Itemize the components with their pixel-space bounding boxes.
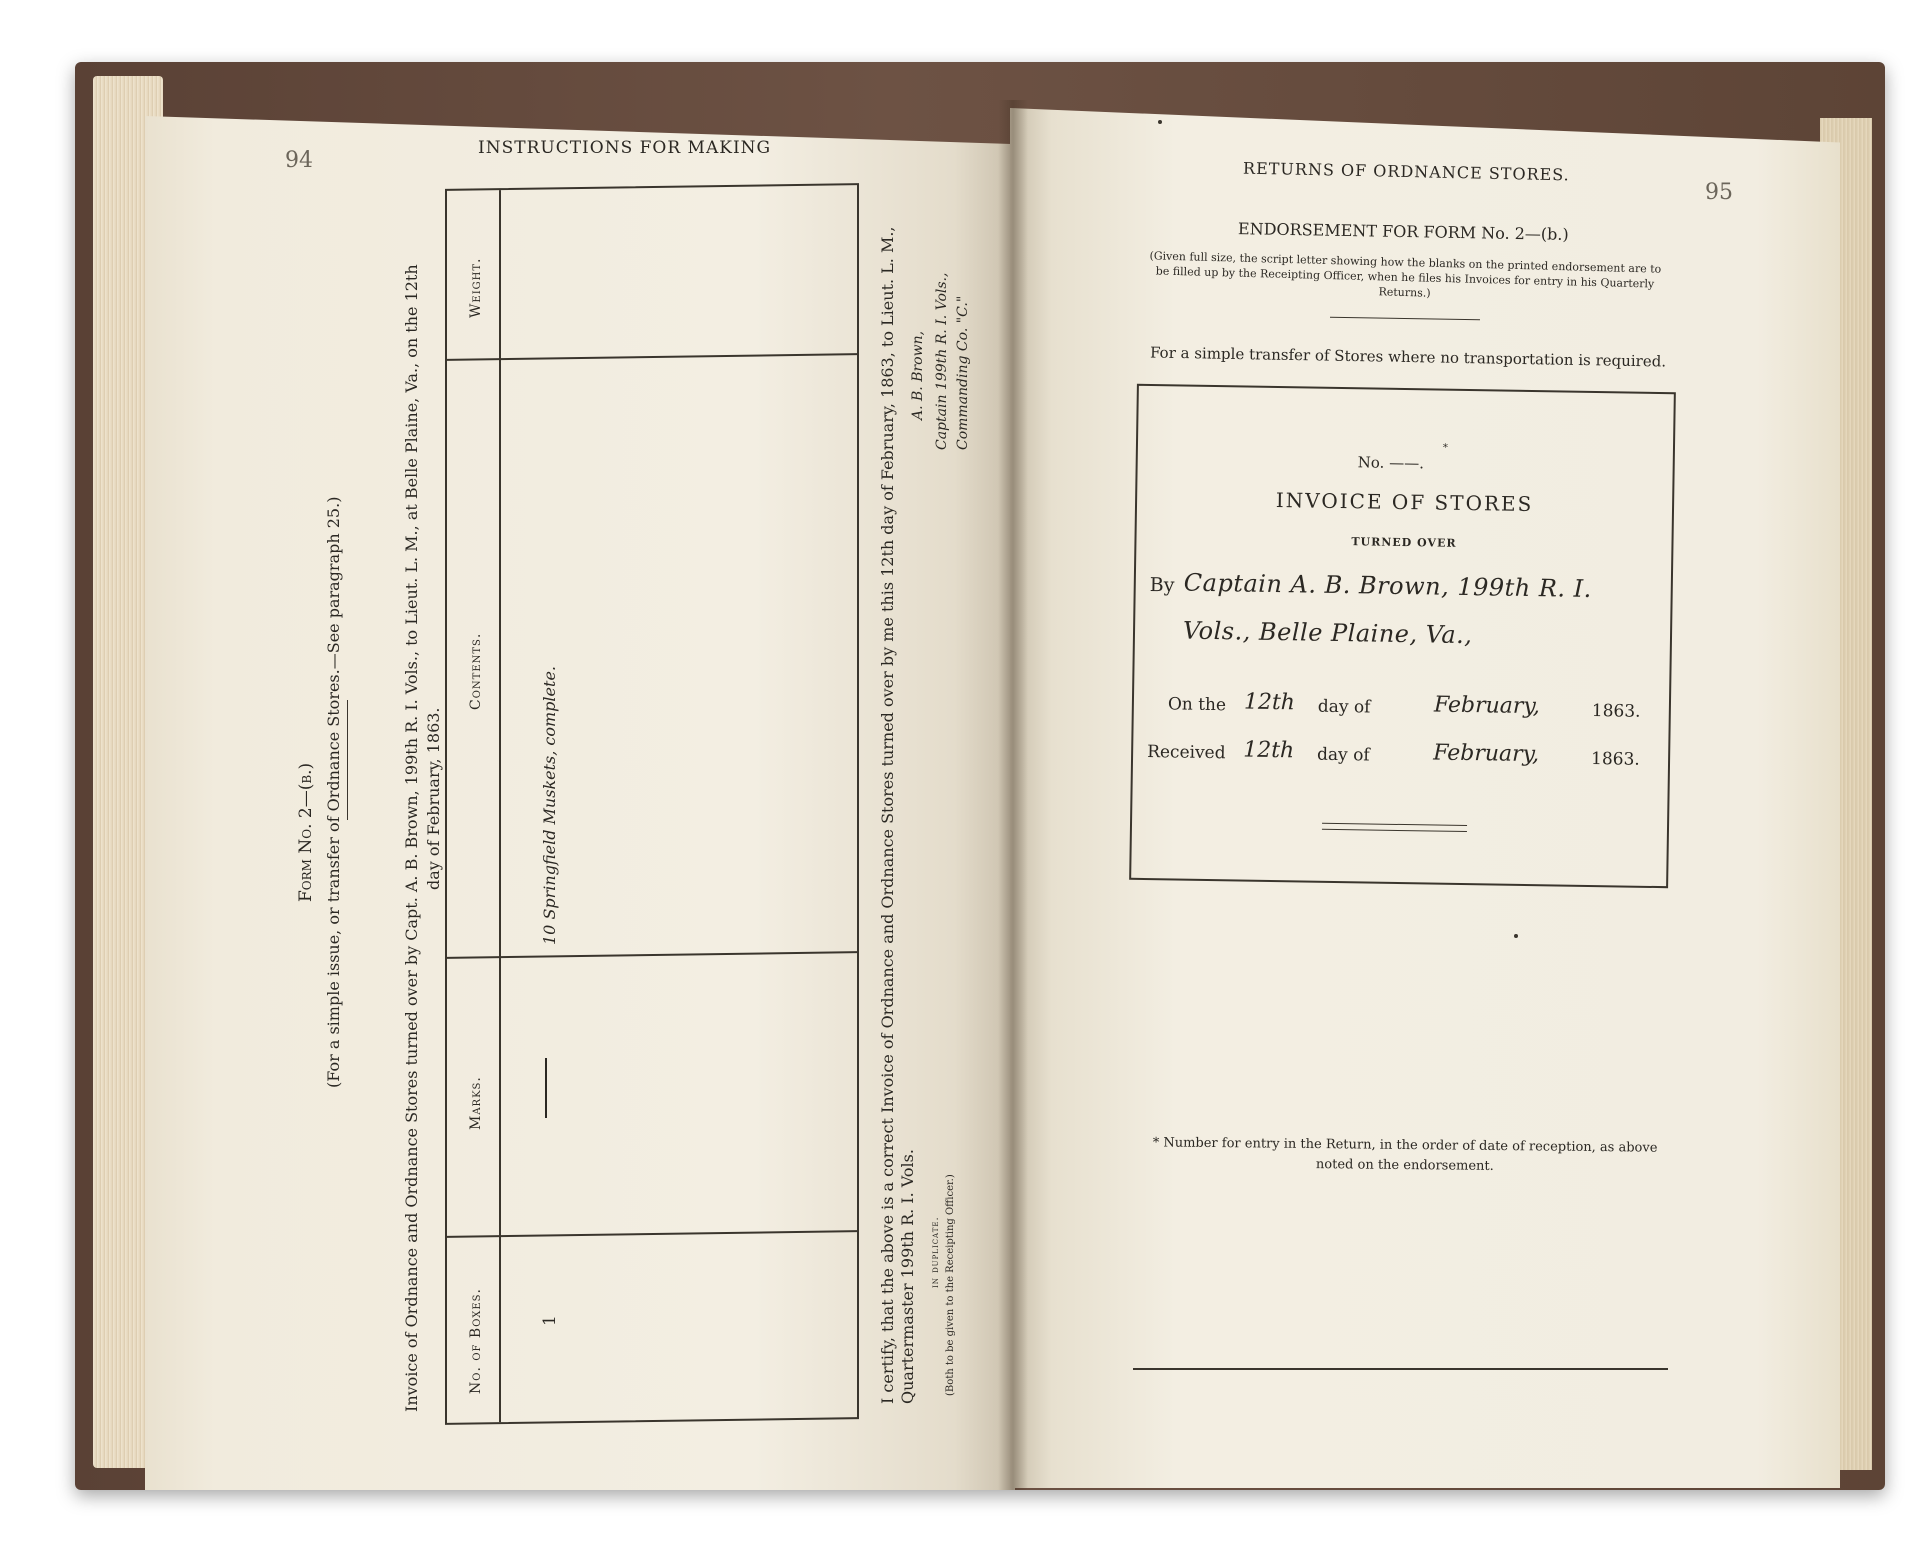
on-day-of: day of (1317, 696, 1371, 718)
cell-marks-dash (545, 1058, 547, 1118)
received-label: Received (1146, 742, 1226, 764)
simple-transfer-note: For a simple transfer of Stores where no transportation is required. (1149, 343, 1667, 371)
book-gutter (998, 100, 1028, 1490)
divider-rule (347, 700, 348, 820)
received-day: 12th (1242, 737, 1295, 764)
by-script-line1: Captain A. B. Brown, 199th R. I. (1183, 568, 1593, 603)
header-no-of-boxes: No. of Boxes. (468, 1288, 484, 1394)
certify-line2: Quartermaster 199th R. I. Vols. (898, 1149, 917, 1404)
on-month: February, (1433, 692, 1541, 720)
page-speck (1158, 120, 1162, 124)
signature-name: A. B. Brown, (910, 330, 926, 420)
invoice-table (445, 183, 859, 1425)
by-script-line2: Vols., Belle Plaine, Va., (1182, 616, 1473, 650)
double-rule (1322, 823, 1467, 832)
cell-contents: 10 Springfield Muskets, complete. (540, 666, 559, 945)
received-day-of: day of (1316, 744, 1370, 766)
page-speck (1514, 934, 1518, 938)
received-year: 1863. (1590, 748, 1640, 770)
column-divider (447, 951, 857, 959)
given-note: (Given full size, the script letter showing how the blanks on the printed endorsement are to be filled up by the Receipting Officer, when he files his Invoices for entry in his Quarterly Returns.) (1149, 249, 1662, 300)
turned-over-label: TURNED OVER (1351, 535, 1457, 550)
left-page-number: 94 (285, 148, 313, 173)
header-contents: Contents. (468, 632, 484, 710)
signature-role: Commanding Co. "C." (955, 295, 971, 450)
right-running-head: RETURNS OF ORDNANCE STORES. (1242, 158, 1570, 185)
bottom-rule (1133, 1368, 1668, 1370)
duplicate-note: (Both to be given to the Receipting Officer.) (945, 1174, 956, 1396)
header-marks: Marks. (468, 1076, 484, 1130)
left-running-head: INSTRUCTIONS FOR MAKING (478, 138, 772, 158)
invoice-heading-line2: day of February, 1863. (424, 707, 443, 890)
signature-rank: Captain 199th R. I. Vols., (934, 272, 950, 450)
footnote: * Number for entry in the Return, in the order of date of reception, as above noted on the endorsement. (1152, 1135, 1658, 1174)
footnote-star: * (1442, 442, 1449, 454)
on-label: On the (1167, 694, 1227, 716)
on-year: 1863. (1591, 700, 1641, 722)
received-month: February, (1432, 740, 1540, 768)
header-weight: Weight. (468, 257, 484, 318)
in-duplicate: in duplicate. (930, 1216, 941, 1288)
column-divider (447, 1230, 857, 1238)
endorsement-title: ENDORSEMENT FOR FORM No. 2—(b.) (1237, 219, 1569, 244)
cell-boxes: 1 (540, 1315, 560, 1326)
endorsement-number: No. ——. (1357, 453, 1425, 473)
column-divider (447, 353, 857, 361)
on-day: 12th (1243, 689, 1296, 716)
right-page-number: 95 (1705, 180, 1733, 205)
by-label: By (1149, 574, 1175, 597)
table-header-divider (499, 190, 501, 1422)
form-subtitle: (For a simple issue, or transfer of Ordnance Stores.—See paragraph 25.) (324, 496, 343, 1088)
invoice-heading-line1: Invoice of Ordnance and Ordnance Stores turned over by Capt. A. B. Brown, 199th R. I. Vols., to Lieut. L. M., at Belle Plaine, Va., on the 12th (402, 264, 421, 1412)
endorsement-invoice-title: INVOICE OF STORES (1275, 487, 1534, 517)
certify-line1: I certify, that the above is a correct Invoice of Ordnance and Ordnance Stores turned over by me this 12th day of February, 1863, to Lieut. L. M., (878, 226, 897, 1404)
endorsement-box (1129, 384, 1676, 888)
form-title: Form No. 2—(b.) (296, 762, 316, 902)
